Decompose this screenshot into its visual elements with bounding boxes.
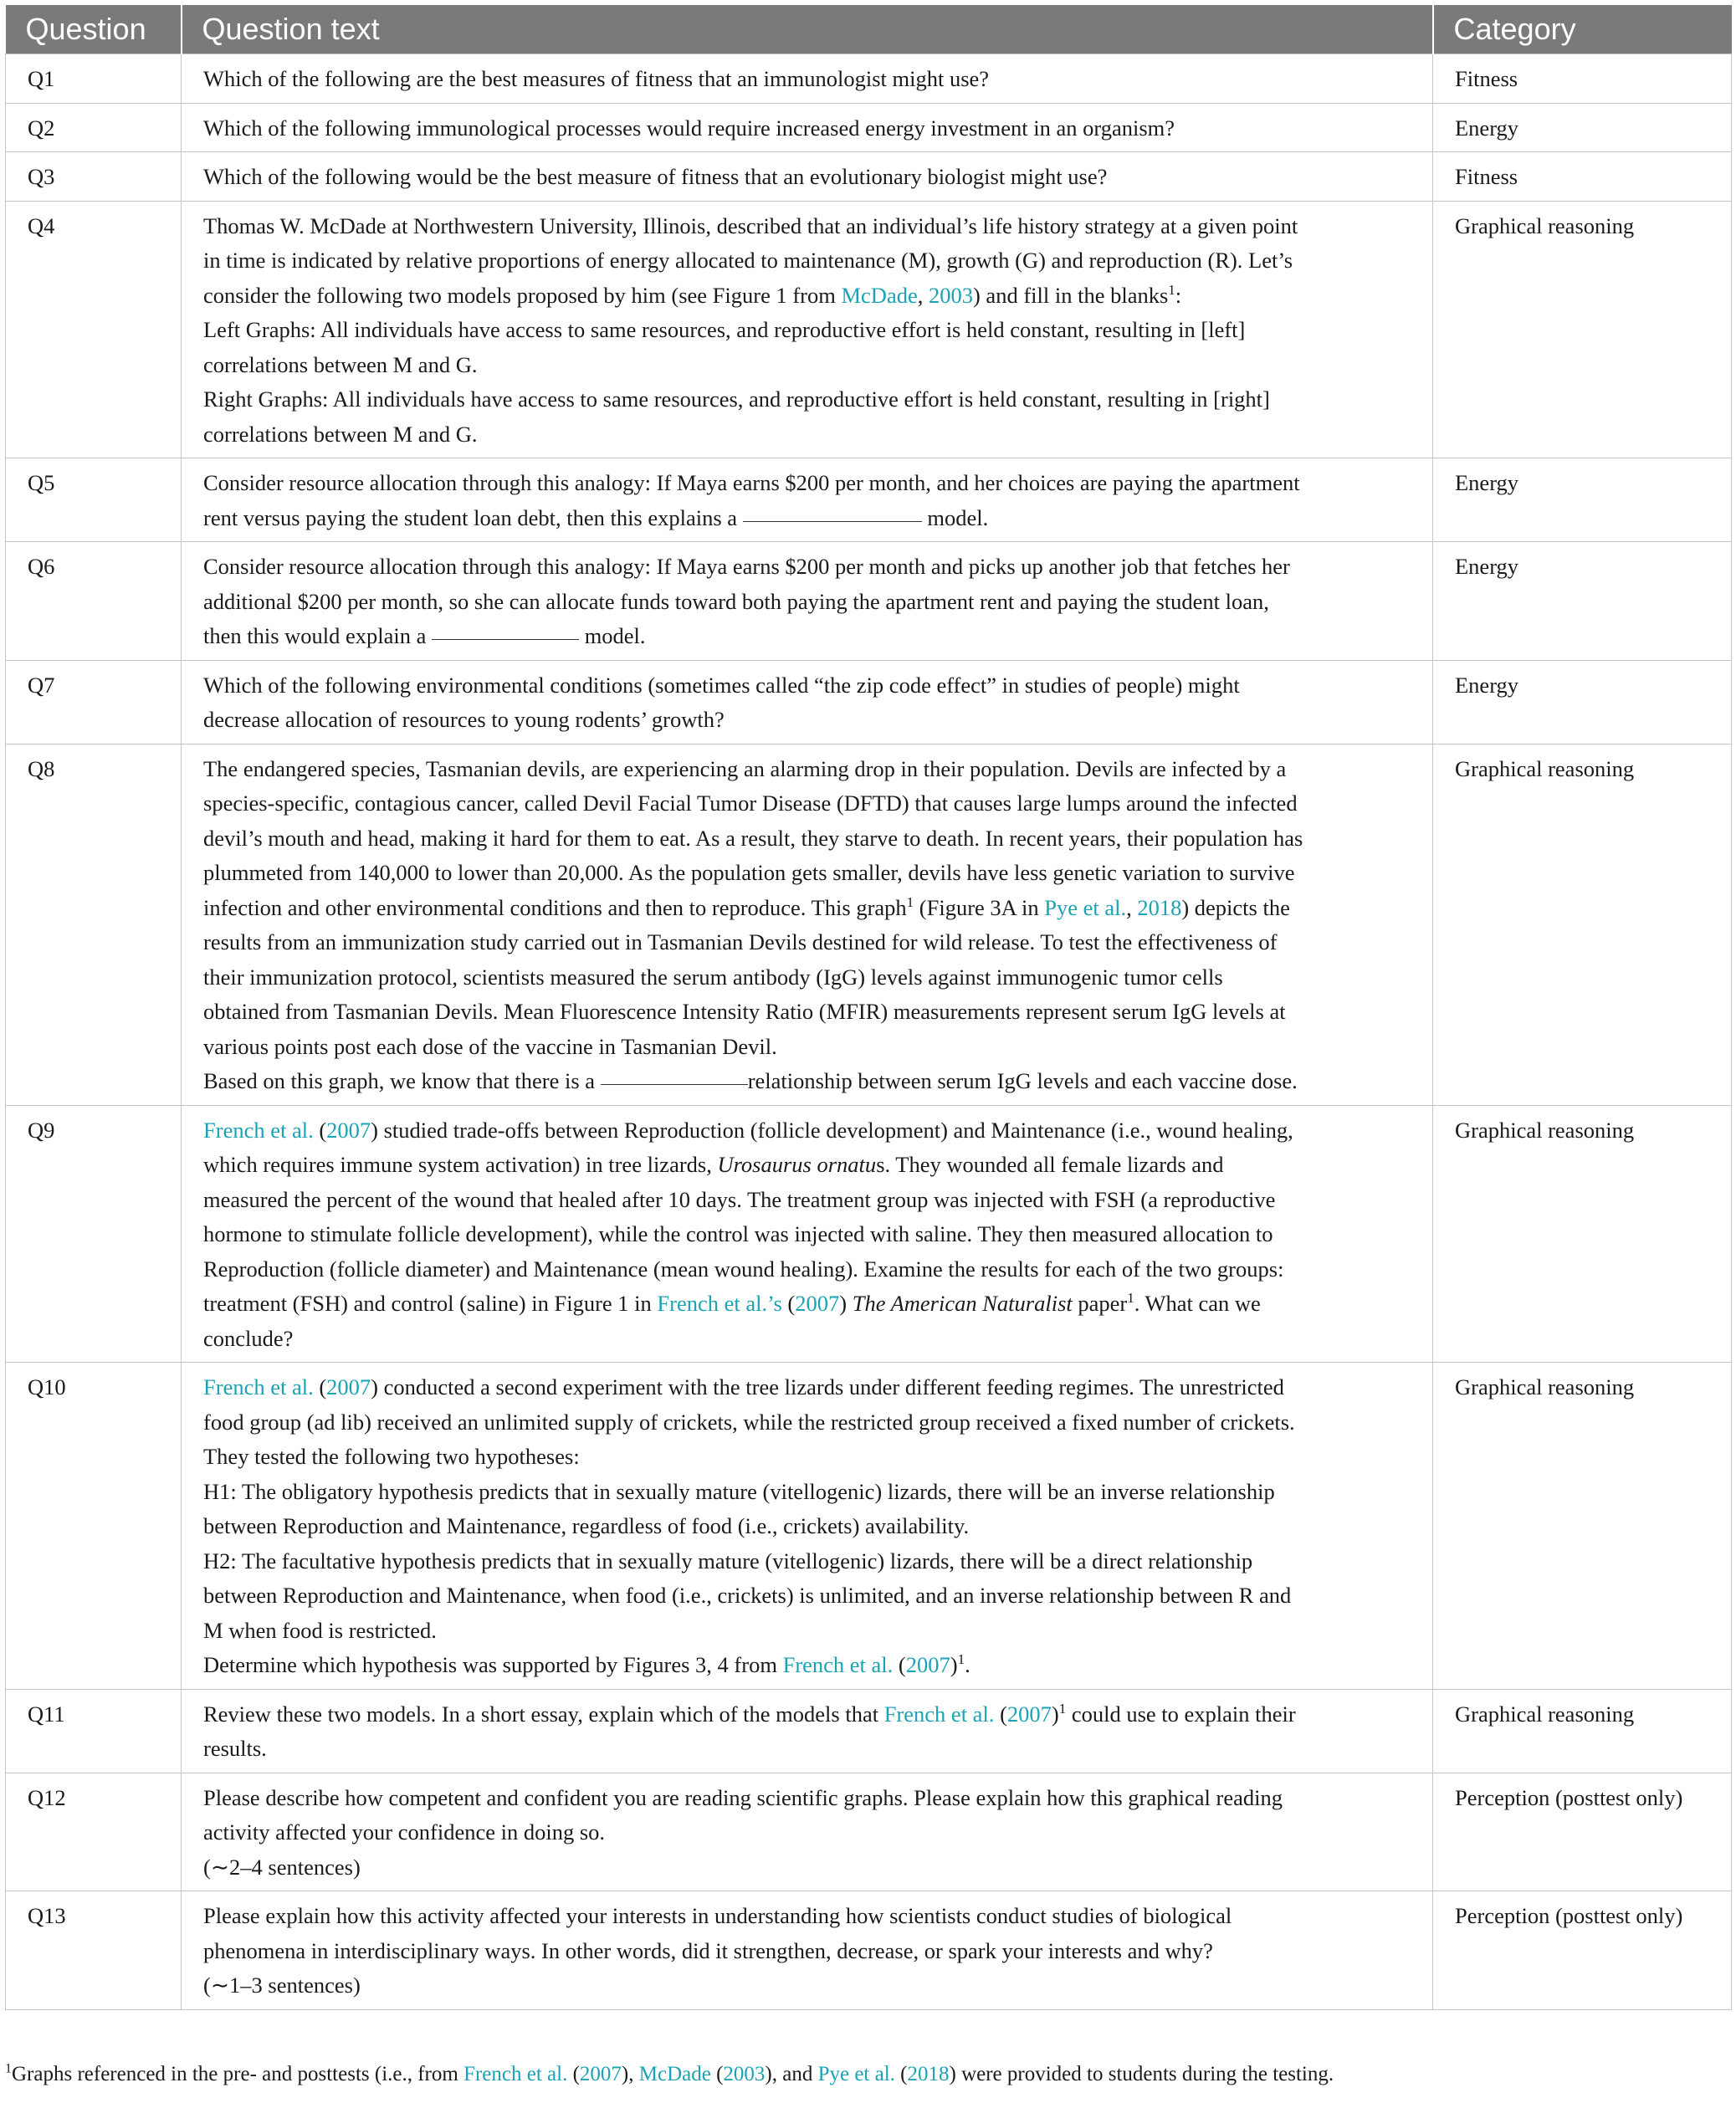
question-id: Q10	[6, 1363, 182, 1690]
text-run: phenomena in interdisciplinary ways. In other words, did it strengthen, decrease, or spark your interests and why?	[203, 1937, 1213, 1963]
text-run: Determine which hypothesis was supported by Figures 3, 4 from	[203, 1652, 783, 1677]
text-run: ) depicts the	[1181, 894, 1290, 920]
text-run: Please explain how this activity affected your interests in understanding how scientists conduct studies of biological	[203, 1903, 1232, 1928]
question-id: Q6	[6, 542, 182, 661]
question-category: Energy	[1433, 542, 1732, 661]
text-line	[203, 417, 1411, 453]
question-id: Q4	[6, 201, 182, 458]
table-row	[6, 1105, 1732, 1363]
text-run: ) conducted a second experiment with the tree lizards under different feeding regimes. The unrestricted	[371, 1374, 1284, 1399]
text-line	[203, 1697, 1411, 1732]
text-line	[203, 1030, 1411, 1065]
text-run: ) and fill in the blanks	[972, 282, 1169, 308]
question-text	[182, 744, 1433, 1105]
text-run: rent versus paying the student loan debt, then this explains a	[203, 504, 743, 530]
citation-link[interactable]: French et al.	[463, 2063, 568, 2085]
text-run: species-specific, contagious cancer, called Devil Facial Tumor Disease (DFTD) that causes large lumps around the infected	[203, 791, 1298, 816]
text-run: (	[893, 1652, 906, 1677]
text-run: Which of the following would be the best measure of fitness that an evolutionary biologist might use?	[203, 164, 1108, 189]
italic-text: Urosaurus ornatu	[717, 1152, 877, 1177]
question-text	[182, 103, 1433, 152]
question-id: Q13	[6, 1891, 182, 2010]
text-run: model.	[921, 504, 989, 530]
text-run: Please describe how competent and confident you are reading scientific graphs. Please explain how this graphical reading	[203, 1784, 1283, 1810]
table-row	[6, 1891, 1732, 2010]
text-line	[203, 550, 1411, 585]
text-run: )	[839, 1291, 853, 1316]
text-run: )	[950, 1652, 958, 1677]
citation-link[interactable]: 2007	[326, 1374, 371, 1399]
text-line	[203, 585, 1411, 620]
text-line	[203, 1287, 1411, 1322]
text-run: Consider resource allocation through this analogy: If Maya earns $200 per month and picks up another job that fetches her	[203, 554, 1290, 579]
text-run: s. They wounded all female lizards and	[876, 1152, 1224, 1177]
question-id: Q3	[6, 152, 182, 202]
citation-link[interactable]: McDade	[638, 2063, 711, 2085]
citation-link[interactable]: French et al.	[203, 1374, 314, 1399]
table-row	[6, 744, 1732, 1105]
text-line	[203, 209, 1411, 244]
text-line	[203, 856, 1411, 891]
text-line	[203, 1252, 1411, 1287]
question-category: Graphical reasoning	[1433, 1105, 1732, 1363]
text-line	[203, 668, 1411, 704]
question-category: Fitness	[1433, 54, 1732, 104]
question-text	[182, 152, 1433, 202]
header-category: Category	[1433, 5, 1732, 54]
text-run: :	[1175, 282, 1182, 308]
text-line	[203, 1509, 1411, 1544]
fill-in-blank	[432, 639, 579, 640]
question-id: Q1	[6, 54, 182, 104]
text-run: decrease allocation of resources to young rodents’ growth?	[203, 707, 725, 732]
question-text	[182, 1773, 1433, 1891]
text-run: (Figure 3A in	[914, 894, 1045, 920]
text-run: correlations between M and G.	[203, 351, 478, 377]
footnote-marker: 1	[5, 2061, 12, 2076]
text-line	[203, 995, 1411, 1030]
citation-link[interactable]: French et al.’s	[657, 1291, 782, 1316]
text-line	[203, 1648, 1411, 1683]
question-category: Energy	[1433, 660, 1732, 744]
question-id: Q11	[6, 1689, 182, 1773]
text-run: Which of the following are the best measures of fitness that an immunologist might use?	[203, 66, 990, 91]
text-line	[203, 382, 1411, 417]
document-page	[5, 5, 1731, 2010]
text-line	[203, 1475, 1411, 1510]
text-run: Left Graphs: All individuals have access to same resources, and reproductive effort is held constant, resulting in [left]	[203, 317, 1246, 342]
text-run: Which of the following environmental conditions (sometimes called “the zip code effect” in studies of people) might	[203, 672, 1240, 698]
table-row	[6, 1363, 1732, 1690]
text-run: food group (ad lib) received an unlimited supply of crickets, while the restricted group received a fixed number of crickets.	[203, 1409, 1295, 1435]
text-line	[203, 1322, 1411, 1357]
footnote-marker: 1	[1058, 1700, 1067, 1717]
question-text	[182, 1891, 1433, 2010]
text-line	[203, 1850, 1411, 1886]
text-run: )	[1051, 1701, 1059, 1727]
text-line	[203, 160, 1411, 195]
text-run: (∼2–4 sentences)	[203, 1854, 361, 1880]
text-line	[203, 703, 1411, 738]
table-row	[6, 458, 1732, 542]
question-text	[182, 458, 1433, 542]
citation-link[interactable]: 2018	[1137, 894, 1182, 920]
question-category: Perception (posttest only)	[1433, 1773, 1732, 1891]
text-line	[203, 1899, 1411, 1934]
text-run: obtained from Tasmanian Devils. Mean Fluorescence Intensity Ratio (MFIR) measurements represent serum IgG levels at	[203, 999, 1286, 1024]
footnote-marker: 1	[1127, 1290, 1134, 1307]
text-run: model.	[579, 623, 646, 648]
text-line	[203, 752, 1411, 787]
question-category: Graphical reasoning	[1433, 744, 1732, 1105]
text-run: correlations between M and G.	[203, 421, 478, 447]
header-question-text: Question text	[182, 5, 1433, 54]
text-run: various points post each dose of the vaccine in Tasmanian Devil.	[203, 1033, 777, 1059]
question-text	[182, 1689, 1433, 1773]
question-text	[182, 1363, 1433, 1690]
text-run: Based on this graph, we know that there is a	[203, 1068, 601, 1093]
footnote-marker: 1	[957, 1651, 965, 1668]
text-run: between Reproduction and Maintenance, when food (i.e., crickets) is unlimited, and an inverse relationship between R and	[203, 1583, 1292, 1608]
text-run: ) studied trade-offs between Reproduction (follicle development) and Maintenance (i.e., wound healing,	[371, 1117, 1293, 1143]
header-row	[6, 5, 1732, 54]
citation-link[interactable]: 2007	[905, 1652, 950, 1677]
text-line	[203, 925, 1411, 960]
text-line	[203, 1405, 1411, 1440]
text-line	[203, 1781, 1411, 1816]
question-id: Q2	[6, 103, 182, 152]
text-line	[203, 1544, 1411, 1579]
text-run: which requires immune system activation) in tree lizards,	[203, 1152, 718, 1177]
table-header	[6, 5, 1732, 54]
text-run: Consider resource allocation through this analogy: If Maya earns $200 per month, and her choices are paying the apartment	[203, 470, 1300, 495]
text-line	[203, 1113, 1411, 1149]
text-run: hormone to stimulate follicle development), while the control was injected with saline. They then measured allocation to	[203, 1221, 1273, 1246]
citation-link[interactable]: French et al.	[782, 1652, 894, 1677]
question-id: Q5	[6, 458, 182, 542]
text-line	[203, 1217, 1411, 1252]
text-run: results.	[203, 1736, 267, 1761]
text-run: paper	[1072, 1291, 1128, 1316]
text-line	[203, 1732, 1411, 1767]
text-line	[203, 1579, 1411, 1614]
question-category: Graphical reasoning	[1433, 201, 1732, 458]
text-run: The endangered species, Tasmanian devils, are experiencing an alarming drop in their population. Devils are infected by a	[203, 755, 1287, 781]
text-run: plummeted from 140,000 to lower than 20,000. As the population gets smaller, devils have less genetic variation to survive	[203, 860, 1295, 885]
text-run: in time is indicated by relative proportions of energy allocated to maintenance (M), growth (G) and reproduction (R). Let’s	[203, 248, 1293, 273]
text-run: their immunization protocol, scientists measured the serum antibody (IgG) levels against immunogenic tumor cells	[203, 964, 1223, 990]
text-run: ) were provided to students during the testing.	[949, 2063, 1334, 2085]
text-run: activity affected your confidence in doing so.	[203, 1819, 606, 1845]
text-run: ,	[917, 282, 929, 308]
text-line	[203, 62, 1411, 97]
table-row	[6, 152, 1732, 202]
text-line	[203, 1968, 1411, 2003]
text-line	[203, 243, 1411, 279]
text-run: devil’s mouth and head, making it hard for them to eat. As a result, they starve to death. In recent years, their population has	[203, 825, 1303, 851]
text-run: . What can we	[1134, 1291, 1261, 1316]
text-run: ),	[621, 2063, 639, 2085]
citation-link[interactable]: 2007	[579, 2063, 622, 2085]
text-line	[203, 619, 1411, 654]
question-category: Perception (posttest only)	[1433, 1891, 1732, 2010]
question-id: Q8	[6, 744, 182, 1105]
text-run: They tested the following two hypotheses:	[203, 1444, 580, 1469]
text-line	[203, 279, 1411, 314]
footnote	[5, 2063, 1334, 2086]
table-row	[6, 201, 1732, 458]
text-run: Right Graphs: All individuals have access to same resources, and reproductive effort is held constant, resulting in [right]	[203, 386, 1270, 412]
text-run: Thomas W. McDade at Northwestern University, Illinois, described that an individual’s life history strategy at a given point	[203, 212, 1298, 238]
text-line	[203, 466, 1411, 501]
text-run: Which of the following immunological processes would require increased energy investment in an organism?	[203, 115, 1175, 141]
text-run: consider the following two models proposed by him (see Figure 1 from	[203, 282, 842, 308]
text-line	[203, 111, 1411, 146]
text-line	[203, 786, 1411, 821]
text-line	[203, 348, 1411, 383]
text-line	[203, 501, 1411, 536]
text-run: H1: The obligatory hypothesis predicts that in sexually mature (vitellogenic) lizards, there will be an inverse relationship	[203, 1478, 1275, 1504]
text-run: (	[567, 2063, 580, 2085]
text-line	[203, 821, 1411, 857]
citation-link[interactable]: McDade	[841, 282, 918, 308]
text-line	[203, 891, 1411, 926]
text-run: could use to explain their	[1066, 1701, 1296, 1727]
text-line	[203, 960, 1411, 995]
text-run: relationship between serum IgG levels and each vaccine dose.	[747, 1068, 1298, 1093]
text-line	[203, 1370, 1411, 1405]
text-line	[203, 1614, 1411, 1649]
text-run: (	[994, 1701, 1007, 1727]
table-row	[6, 660, 1732, 744]
table-row	[6, 1773, 1732, 1891]
text-run: Review these two models. In a short essay, explain which of the models that	[203, 1701, 884, 1727]
text-run: ), and	[765, 2063, 818, 2085]
text-run: conclude?	[203, 1325, 294, 1351]
text-run: results from an immunization study carried out in Tasmanian Devils destined for wild release. To test the effectiveness of	[203, 929, 1278, 954]
text-run: (	[313, 1374, 327, 1399]
text-run: (	[313, 1117, 327, 1143]
question-id: Q7	[6, 660, 182, 744]
question-text	[182, 54, 1433, 104]
text-run: (∼1–3 sentences)	[203, 1973, 361, 1998]
text-run: infection and other environmental conditions and then to reproduce. This graph	[203, 894, 907, 920]
table-body	[6, 54, 1732, 2010]
question-category: Energy	[1433, 458, 1732, 542]
text-run: (	[894, 2063, 908, 2085]
text-run: then this would explain a	[203, 623, 433, 648]
question-text	[182, 1105, 1433, 1363]
fill-in-blank	[743, 521, 922, 522]
citation-link[interactable]: Pye et al.	[1044, 894, 1127, 920]
text-run: Reproduction (follicle diameter) and Maintenance (mean wound healing). Examine the results for each of the two groups:	[203, 1256, 1284, 1282]
citation-link[interactable]: 2018	[907, 2063, 950, 2085]
footnote-marker: 1	[906, 893, 914, 910]
question-category: Energy	[1433, 103, 1732, 152]
question-category: Fitness	[1433, 152, 1732, 202]
table-row	[6, 103, 1732, 152]
text-run: between Reproduction and Maintenance, regardless of food (i.e., crickets) availability.	[203, 1513, 970, 1538]
question-text	[182, 660, 1433, 744]
text-run: additional $200 per month, so she can allocate funds toward both paying the apartment rent and paying the student loan,	[203, 588, 1269, 614]
italic-text: The American Naturalist	[852, 1291, 1073, 1316]
text-run: (	[710, 2063, 724, 2085]
table-row	[6, 1689, 1732, 1773]
text-line	[203, 1440, 1411, 1475]
text-run: H2: The facultative hypothesis predicts that in sexually mature (vitellogenic) lizards, there will be a direct relationship	[203, 1548, 1253, 1573]
citation-link[interactable]: 2007	[795, 1291, 840, 1316]
question-text	[182, 201, 1433, 458]
question-id: Q9	[6, 1105, 182, 1363]
question-category: Graphical reasoning	[1433, 1689, 1732, 1773]
citation-link[interactable]: French et al.	[883, 1701, 995, 1727]
text-line	[203, 1815, 1411, 1850]
citation-link[interactable]: 2003	[723, 2063, 766, 2085]
text-run: measured the percent of the wound that healed after 10 days. The treatment group was injected with FSH (a reproductive	[203, 1186, 1276, 1212]
text-line	[203, 313, 1411, 348]
text-run: ,	[1126, 894, 1138, 920]
fill-in-blank	[601, 1084, 748, 1085]
text-run: M when food is restricted.	[203, 1617, 437, 1643]
table-row	[6, 54, 1732, 104]
header-question: Question	[6, 5, 182, 54]
citation-link[interactable]: Pye et al.	[817, 2063, 895, 2085]
text-run: treatment (FSH) and control (saline) in Figure 1 in	[203, 1291, 658, 1316]
text-line	[203, 1183, 1411, 1218]
text-line	[203, 1934, 1411, 1969]
question-category: Graphical reasoning	[1433, 1363, 1732, 1690]
citation-link[interactable]: French et al.	[203, 1117, 314, 1143]
footnote-marker: 1	[1168, 281, 1175, 298]
citation-link[interactable]: 2007	[1006, 1701, 1052, 1727]
question-id: Q12	[6, 1773, 182, 1891]
question-text	[182, 542, 1433, 661]
text-run: .	[965, 1652, 970, 1677]
text-line	[203, 1148, 1411, 1183]
text-line	[203, 1064, 1411, 1099]
text-run: Graphs referenced in the pre- and posttests (i.e., from	[12, 2063, 464, 2085]
citation-link[interactable]: 2007	[326, 1117, 371, 1143]
citation-link[interactable]: 2003	[928, 282, 973, 308]
text-run: (	[781, 1291, 796, 1316]
question-table	[5, 5, 1732, 2010]
table-row	[6, 542, 1732, 661]
